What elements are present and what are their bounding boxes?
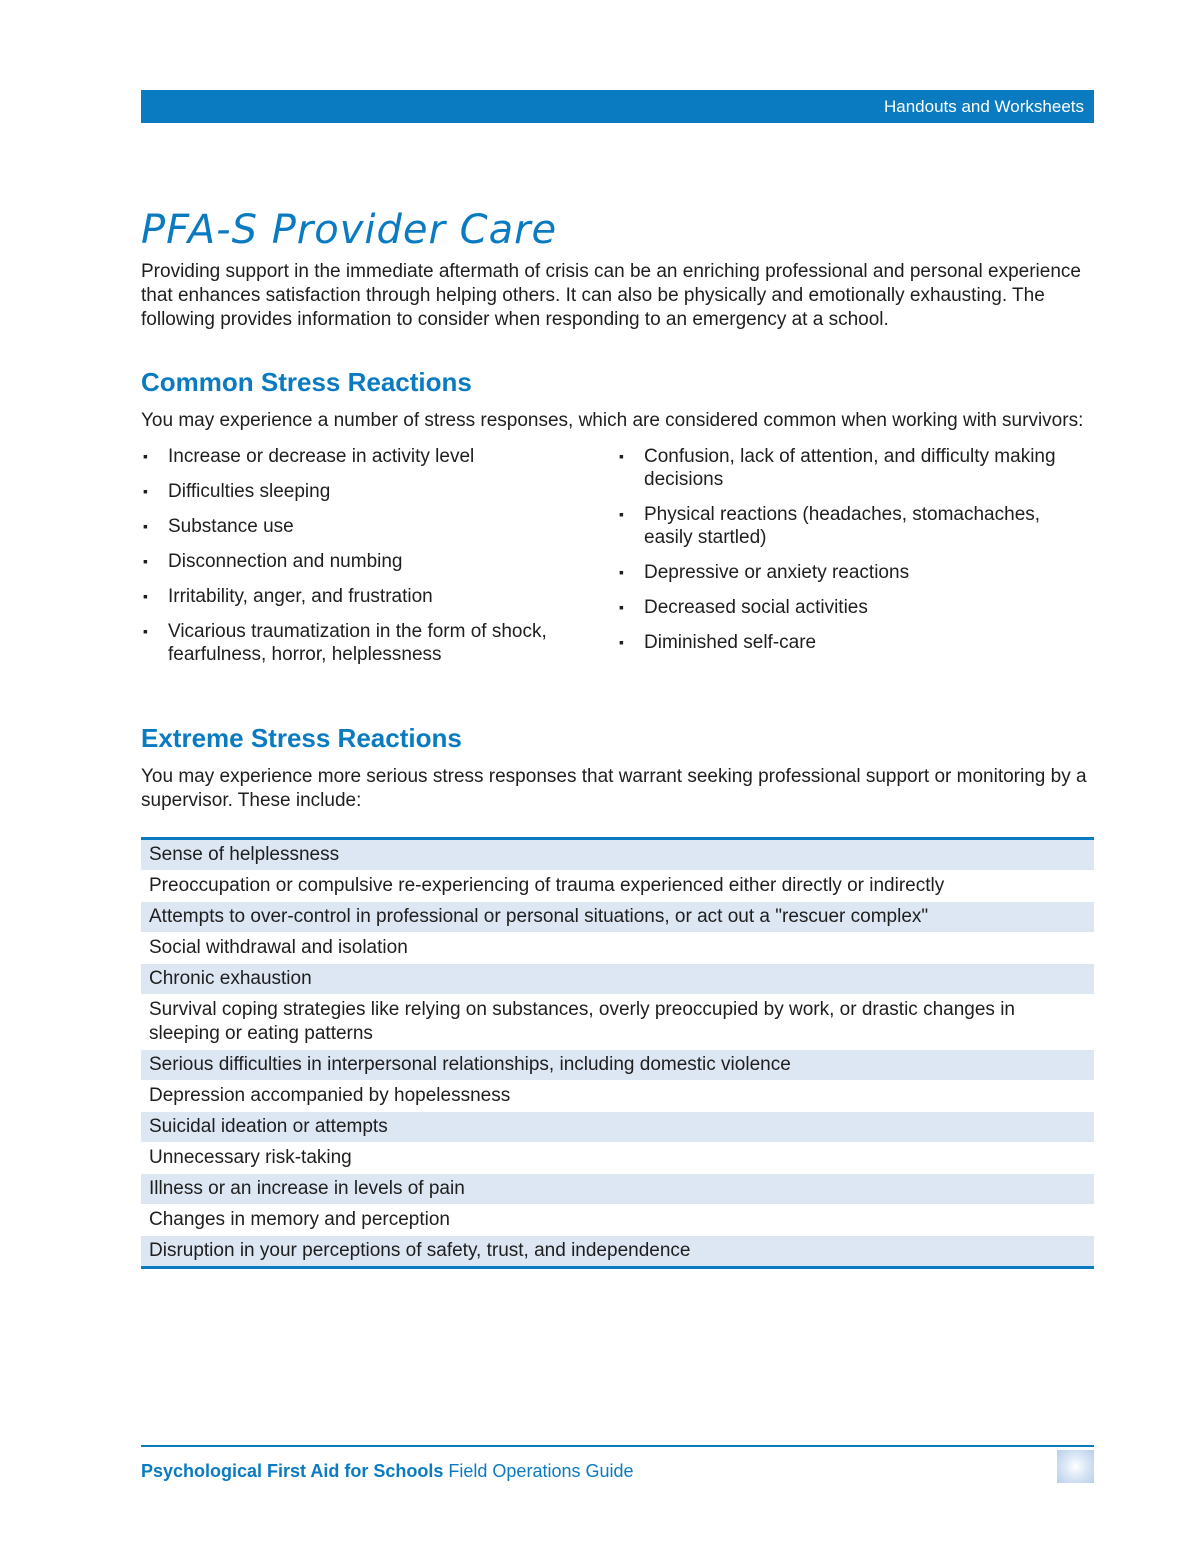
list-item-text: Diminished self-care <box>644 632 817 653</box>
list-item-text: Physical reactions (headaches, stomachaches, easily startled) <box>644 504 1041 548</box>
table-row: Suicidal ideation or attempts <box>141 1112 1094 1143</box>
table-row: Unnecessary risk-taking <box>141 1143 1094 1174</box>
page-title: PFA-S Provider Care <box>141 207 558 253</box>
bullet-icon: ▪ <box>143 553 148 569</box>
bullet-icon: ▪ <box>143 588 148 604</box>
common-stress-heading: Common Stress Reactions <box>141 367 472 397</box>
footer-rule <box>141 1445 1094 1447</box>
list-item <box>617 631 1067 654</box>
list-item <box>141 515 617 538</box>
table-row: Survival coping strategies like relying on substances, overly preoccupied by work, or drastic changes in sleeping or eating patterns <box>141 995 1094 1050</box>
bullet-icon: ▪ <box>143 483 148 499</box>
bullet-icon: ▪ <box>143 518 148 534</box>
table-row: Attempts to over-control in professional or personal situations, or act out a "rescuer complex" <box>141 902 1094 933</box>
list-item <box>617 596 1067 619</box>
page-number-box <box>1057 1450 1094 1483</box>
list-item-text: Difficulties sleeping <box>168 481 331 502</box>
common-stress-list-left <box>141 445 617 678</box>
table-row: Disruption in your perceptions of safety, trust, and independence <box>141 1236 1094 1266</box>
extreme-stress-heading: Extreme Stress Reactions <box>141 723 462 753</box>
bullet-icon: ▪ <box>143 623 148 639</box>
extreme-stress-intro: You may experience more serious stress responses that warrant seeking professional support or monitoring by a supervisor. These include: <box>141 766 1087 811</box>
list-item-text: Increase or decrease in activity level <box>168 446 475 467</box>
list-item <box>617 561 1067 584</box>
list-item <box>617 445 1067 491</box>
bullet-icon: ▪ <box>619 564 624 580</box>
common-stress-intro: You may experience a number of stress responses, which are considered common when working with survivors: <box>141 410 1084 431</box>
list-item-text: Disconnection and numbing <box>168 551 403 572</box>
table-row: Depression accompanied by hopelessness <box>141 1081 1094 1112</box>
bullet-icon: ▪ <box>619 448 624 464</box>
table-row: Serious difficulties in interpersonal relationships, including domestic violence <box>141 1050 1094 1081</box>
table-row: Social withdrawal and isolation <box>141 933 1094 964</box>
list-item-text: Depressive or anxiety reactions <box>644 562 910 583</box>
list-item <box>141 480 617 503</box>
list-item-text: Irritability, anger, and frustration <box>168 586 433 607</box>
intro-paragraph: Providing support in the immediate aftermath of crisis can be an enriching professional and personal experience that enhances satisfaction through helping others. It can also be physically and emotionally exhausting. The following provides information to consider when responding to an emergency at a school. <box>141 261 1081 330</box>
extreme-stress-table <box>141 837 1094 1269</box>
table-row: Illness or an increase in levels of pain <box>141 1174 1094 1205</box>
header-label: Handouts and Worksheets <box>883 96 1084 116</box>
list-item-text: Substance use <box>168 516 294 537</box>
footer-title-rest: Field Operations Guide <box>448 1461 634 1481</box>
table-row: Preoccupation or compulsive re-experiencing of trauma experienced either directly or indirectly <box>141 871 1094 902</box>
bullet-icon: ▪ <box>619 634 624 650</box>
table-row: Chronic exhaustion <box>141 964 1094 995</box>
table-row: Sense of helplessness <box>141 840 1094 871</box>
list-item-text: Decreased social activities <box>644 597 868 618</box>
list-item-text: Confusion, lack of attention, and difficulty making decisions <box>644 446 1056 490</box>
list-item <box>141 585 617 608</box>
footer-title <box>141 1461 634 1482</box>
bullet-icon: ▪ <box>143 448 148 464</box>
common-stress-columns <box>141 445 1094 678</box>
table-row: Changes in memory and perception <box>141 1205 1094 1236</box>
list-item-text: Vicarious traumatization in the form of shock, fearfulness, horror, helplessness <box>168 621 547 665</box>
list-item <box>141 620 617 666</box>
header-bar <box>141 90 1094 123</box>
list-item <box>617 503 1067 549</box>
page-content <box>141 206 1094 1269</box>
common-stress-list-right <box>617 445 1067 678</box>
footer-title-bold: Psychological First Aid for Schools <box>141 1461 444 1481</box>
bullet-icon: ▪ <box>619 506 624 522</box>
list-item <box>141 550 617 573</box>
list-item <box>141 445 617 468</box>
bullet-icon: ▪ <box>619 599 624 615</box>
